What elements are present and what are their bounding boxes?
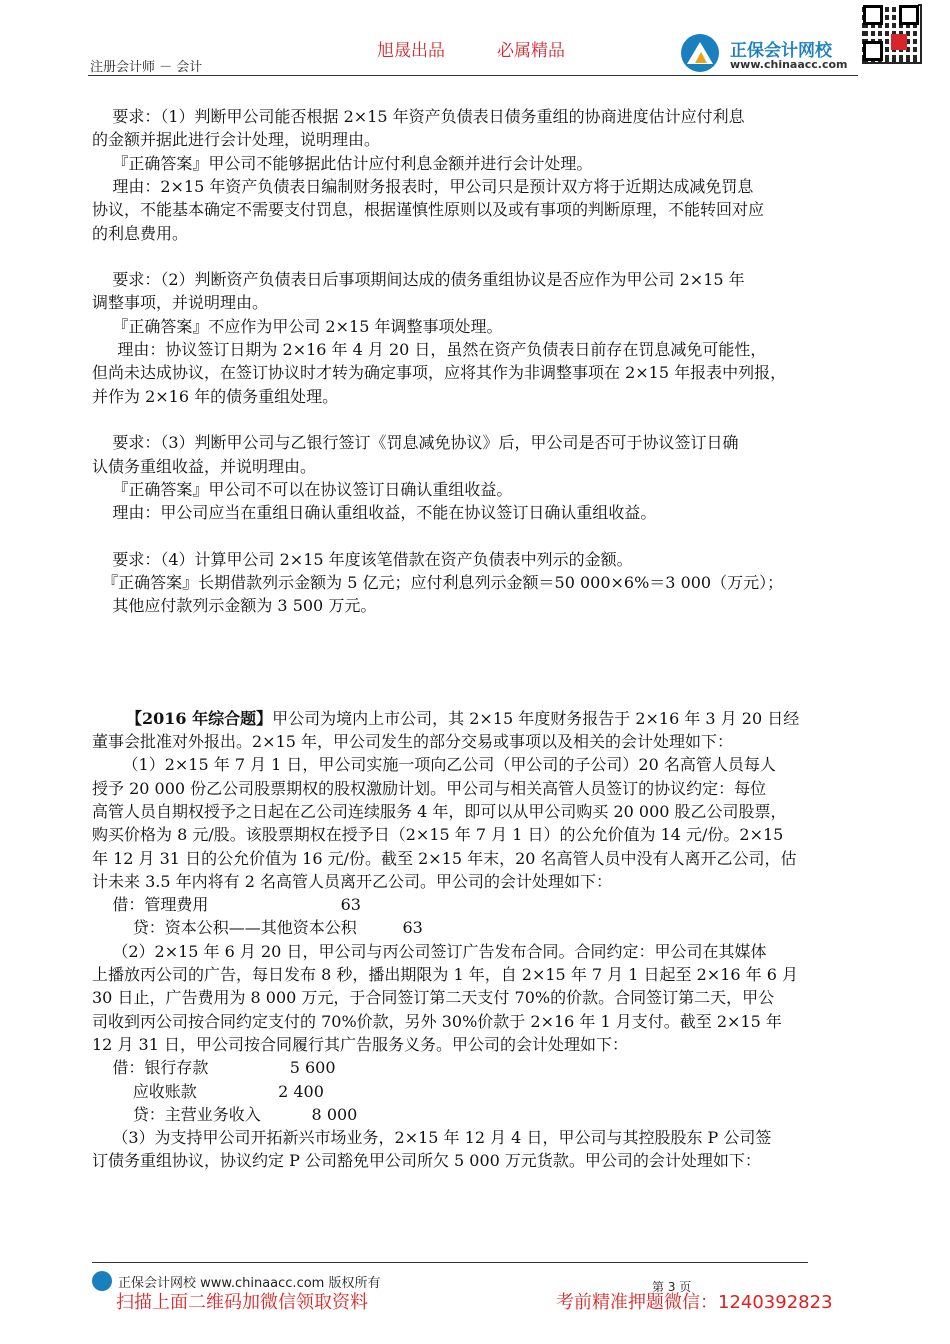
qr-corner-icon — [863, 5, 883, 25]
question-line: 上播放丙公司的广告，每日发布 8 秒，播出期限为 1 年，自 2×15 年 7 月 1 日起至 2×16 年 6 月 — [92, 965, 798, 984]
page-number: 第 3 页 — [652, 1280, 692, 1294]
header-tagline-2: 必属精品 — [497, 41, 565, 61]
body-line: 理由：甲公司应当在重组日确认重组收益，不能在协议签订日确认重组收益。 — [92, 503, 657, 523]
qr-corner-icon — [863, 41, 883, 61]
question-tag: 【2016 年综合题】 — [126, 709, 273, 728]
body-line: 认债务重组收益，并说明理由。 — [92, 456, 317, 476]
body-line: 『正确答案』甲公司不可以在协议签订日确认重组收益。 — [92, 479, 513, 499]
question-line: 订债务重组协议，协议约定 P 公司豁免甲公司所欠 5 000 万元货款。甲公司的会计处理如下： — [92, 1151, 761, 1171]
body-line: 要求：（1）判断甲公司能否根据 2×15 年资产负债表日债务重组的协商进度估计应付利息 — [92, 107, 745, 126]
header-tagline-1: 旭晟出品 — [377, 41, 445, 61]
brand-url: www.chinaacc.com — [730, 58, 848, 71]
question-line: 年 12 月 31 日的公允价值为 16 元/份。截至 2×15 年末，20 名高管人员中没有人离开乙公司，估 — [92, 848, 797, 868]
header-divider — [88, 75, 858, 76]
question-line: 高管人员自期权授予之日起在乙公司连续服务 4 年，即可以从甲公司购买 20 000 股乙公司股票， — [92, 801, 787, 821]
question-line: 贷：资本公积——其他资本公积 63 — [92, 918, 423, 938]
brand-logo-icon — [681, 34, 719, 72]
body-line: 并作为 2×16 年的债务重组处理。 — [92, 386, 339, 406]
question-heading — [92, 708, 799, 730]
body-line: 理由：2×15 年资产负债表日编制财务报表时，甲公司只是预计双方将于近期达成减免罚息 — [92, 176, 754, 196]
promo-qr-text: 扫描上面二维码加微信领取资料 — [116, 1292, 368, 1313]
question-line: 贷：主营业务收入 8 000 — [92, 1104, 358, 1124]
body-line: 其他应付款列示金额为 3 500 万元。 — [92, 596, 377, 616]
question-line: （1）2×15 年 7 月 1 日，甲公司实施一项向乙公司（甲公司的子公司）20 名高管人员每人 — [92, 755, 776, 775]
body-line: 『正确答案』甲公司不能够据此估计应付利息金额并进行会计处理。 — [92, 153, 593, 173]
body-line: 协议，不能基本确定不需要支付罚息，根据谨慎性原则以及或有事项的判断原理，不能转回对应 — [92, 200, 765, 220]
body-line: 『正确答案』长期借款列示金额为 5 亿元；应付利息列示金额＝50 000×6%＝3 000（万元）； — [92, 573, 784, 592]
question-line: 购买价格为 8 元/股。该股票期权在授予日（2×15 年 7 月 1 日）的公允价值为 14 元/份。2×15 — [92, 825, 784, 845]
question-line: 30 日止，广告费用为 8 000 万元，于合同签订第二天支付 70%的价款。合同签订第二天，甲公 — [92, 988, 775, 1008]
body-line: 『正确答案』不应作为甲公司 2×15 年调整事项处理。 — [92, 316, 503, 336]
question-line: 借：管理费用 63 — [92, 895, 361, 915]
body-line: 但尚未达成协议，在签订协议时才转为确定事项，应将其作为非调整事项在 2×15 年报表中列报， — [92, 363, 787, 383]
body-line: 要求：（3）判断甲公司与乙银行签订《罚息减免协议》后，甲公司是否可于协议签订日确 — [92, 433, 739, 453]
body-line: 的金额并据此进行会计处理，说明理由。 — [92, 130, 381, 150]
question-line: 应收账款 2 400 — [92, 1081, 324, 1101]
body-line: 调整事项，并说明理由。 — [92, 293, 269, 313]
body-line: 要求：（4）计算甲公司 2×15 年度该笔借款在资产负债表中列示的金额。 — [92, 549, 633, 569]
footer-divider — [92, 1262, 808, 1263]
question-intro: 甲公司为境内上市公司，其 2×15 年度财务报告于 2×16 年 3 月 20 日经 — [272, 709, 800, 728]
brand-name: 正保会计网校 — [730, 41, 832, 61]
body-line: 要求：（2）判断资产负债表日后事项期间达成的债务重组协议是否应作为甲公司 2×15 年 — [92, 270, 745, 290]
promo-wechat-text: 考前精准押题微信：1240392823 — [556, 1292, 833, 1313]
qr-badge-icon — [891, 34, 907, 50]
question-line: 董事会批准对外报出。2×15 年，甲公司发生的部分交易或事项以及相关的会计处理如下： — [92, 732, 734, 751]
body-line: 的利息费用。 — [92, 223, 189, 243]
subject-title: 注册会计师 － 会计 — [90, 60, 203, 75]
question-line: 司收到丙公司按合同约定支付的 70%价款，另外 30%价款于 2×16 年 1 月支付。截至 2×15 年 — [92, 1011, 782, 1031]
footer-logo-icon — [92, 1271, 112, 1291]
question-line: 计未来 3.5 年内将有 2 名高管人员离开乙公司。甲公司的会计处理如下： — [92, 871, 612, 891]
question-line: （3）为支持甲公司开拓新兴市场业务，2×15 年 12 月 4 日，甲公司与其控股股东 P 公司签 — [92, 1128, 772, 1148]
qr-corner-icon — [899, 5, 919, 25]
question-line: 授予 20 000 份乙公司股票期权的股权激励计划。甲公司与相关高管人员签订的协议约定：每位 — [92, 778, 767, 798]
question-line: 借：银行存款 5 600 — [92, 1058, 336, 1078]
footer-copyright: 正保会计网校 www.chinaacc.com 版权所有 — [118, 1276, 381, 1291]
body-line: 理由：协议签订日期为 2×16 年 4 月 20 日，虽然在资产负债表日前存在罚息减免可能性， — [92, 340, 767, 359]
question-line: （2）2×15 年 6 月 20 日，甲公司与丙公司签订广告发布合同。合同约定：甲公司在其媒体 — [92, 941, 767, 961]
question-line: 12 月 31 日，甲公司按合同履行其广告服务义务。甲公司的会计处理如下： — [92, 1034, 628, 1054]
